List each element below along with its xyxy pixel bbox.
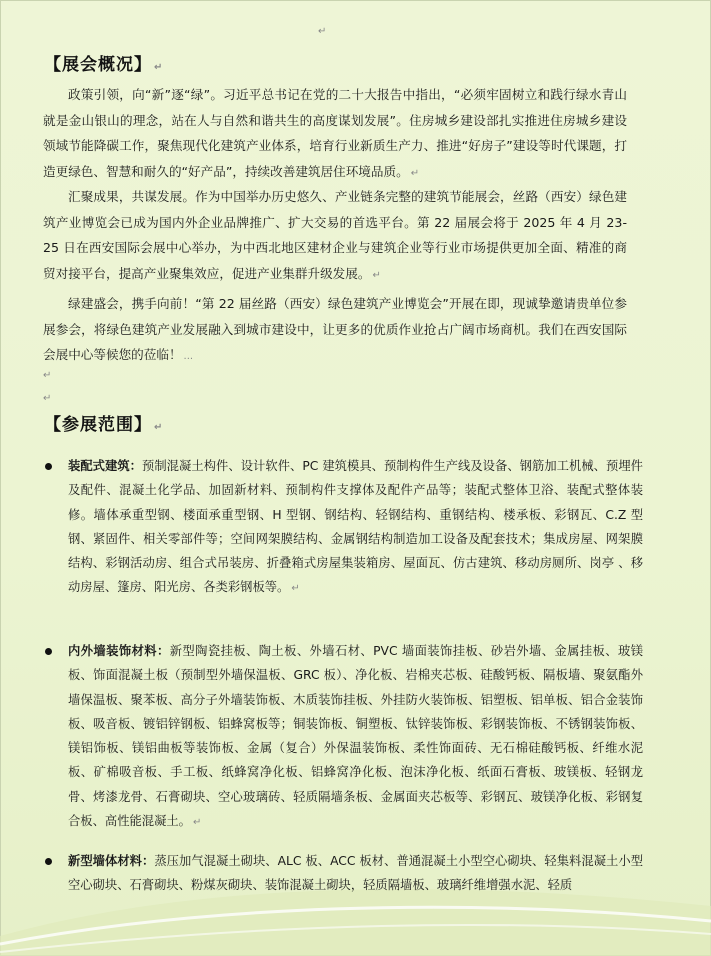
overview-paragraph-1: 政策引领，向“新”逐“绿”。习近平总书记在党的二十大报告中指出，“必须牢固树立和践行绿水青山就是金山银山的理念，站在人与自然和谐共生的高度谋划发展”。住房城乡建设部扎实推进住房城乡建设领域节能降碳工作，聚焦现代化建筑产业体系，培育行业新质生产力、推进“好房子”建设等时代课题，打造更绿色、智慧和耐久的“好产品”，持续改善建筑居住环境品质。 ↵ bbox=[43, 87, 627, 179]
overview-paragraph-3: 绿建盛会，携手向前！“第 22 届丝路（西安）绿色建筑产业博览会”开展在即，现诚挚邀请贵单位参展参会，将绿色建筑产业发展融入到城市建设中，让更多的优质作业抢占广阔市场商机。我们在西安国际会展中心等候您的莅临！ ... bbox=[43, 296, 627, 362]
section-title-overview: 【展会概况】 ↵ bbox=[44, 55, 164, 75]
scope-item-label: 新型墙体材料： bbox=[68, 854, 155, 868]
section-title-scope: 【参展范围】 ↵ bbox=[44, 415, 164, 435]
scope-item-text: 新型陶瓷挂板、陶土板、外墙石材、PVC 墙面装饰挂板、砂岩外墙、金属挂板、玻镁板、饰面混凝土板（预制型外墙保温板、GRC 板）、净化板、岩棉夹芯板、硅酸钙板、隔板墙、聚氨酯外墙保温板、聚苯板、高分子外墙装饰板、木质装饰挂板、外挂防火装饰板、铝塑板、铝单板、铝合金装饰板、吸音板、镀铝锌钢板、铝蜂窝板等；铜装饰板、铜塑板、钛锌装饰板、彩钢装饰板、不锈钢装饰板、镁铝饰板、镁铝曲板等装饰板、金属（复合）外保温装饰板、柔性饰面砖、无石棉硅酸钙板、纤维水泥板、矿棉吸音板、手工板、纸蜂窝净化板、铝蜂窝净化板、泡沫净化板、纸面石膏板、玻镁板、轻钢龙骨、烤漆龙骨、石膏砌块、空心玻璃砖、轻质隔墙条板、金属面夹芯板等、彩钢瓦、玻镁净化板、彩钢复合板、高性能混凝土。 bbox=[68, 644, 643, 829]
bullet-icon bbox=[45, 463, 52, 470]
scope-item-wall-decoration: 内外墙装饰材料：新型陶瓷挂板、陶土板、外墙石材、PVC 墙面装饰挂板、砂岩外墙、金属挂板、玻镁板、饰面混凝土板（预制型外墙保温板、GRC 板）、净化板、岩棉夹芯板、硅酸钙板、隔板墙、聚氨酯外墙保温板、聚苯板、高分子外墙装饰板、木质装饰挂板、外挂防火装饰板、铝塑板、铝单板、铝合金装饰板、吸音板、镀铝锌钢板、铝蜂窝板等；铜装饰板、铜塑板、钛锌装饰板、彩钢装饰板、不锈钢装饰板、镁铝饰板、镁铝曲板等装饰板、金属（复合）外保温装饰板、柔性饰面砖、无石棉硅酸钙板、纤维水泥板、矿棉吸音板、手工板、纸蜂窝净化板、铝蜂窝净化板、泡沫净化板、纸面石膏板、玻镁板、轻钢龙骨、烤漆龙骨、石膏砌块、空心玻璃砖、轻质隔墙条板、金属面夹芯板等、彩钢瓦、玻镁净化板、彩钢复合板、高性能混凝土。 ↵ bbox=[45, 639, 645, 835]
scope-item-label: 内外墙装饰材料： bbox=[68, 644, 170, 658]
scope-item-text: 预制混凝土构件、设计软件、PC 建筑模具、预制构件生产线及设备、钢筋加工机械、预埋件及配件、混凝土化学品、加固新材料、预制构件支撑体及配件产品等；装配式整体卫浴、装配式整体装修。墙体承重型钢、楼面承重型钢、H 型钢、钢结构、轻钢结构、重钢结构、楼承板、彩钢瓦、C.Z 型钢、紧固件、相关零部件等；空间网架膜结构、金属钢结构制造加工设备及配套技术；集成房屋、网架膜结构、彩钢活动房、组合式吊装房、折叠箱式房屋集装箱房、屋面瓦、仿古建筑、移动房厕所、岗亭 、移动房屋、篷房、阳光房、各类彩钢板等。 bbox=[68, 459, 643, 595]
overview-paragraph-2: 汇聚成果，共谋发展。作为中国举办历史悠久、产业链条完整的建筑节能展会，丝路（西安）绿色建筑产业博览会已成为国内外企业品牌推广、扩大交易的首选平台。第 22 届展会将于 2025 年 4 月 23-25 日在西安国际会展中心举办，为中西北地区建材企业与建筑企业等行业市场提供更加全面、精准的商贸对接平台，提高产业聚集效应，促进产业集群升级发展。 ↵ bbox=[43, 189, 627, 281]
scope-item-text: 蒸压加气混凝土砌块、ALC 板、ACC 板材、普通混凝土小型空心砌块、轻集料混凝土小型空心砌块、石膏砌块、粉煤灰砌块、装饰混凝土砌块，轻质隔墙板、玻璃纤维增强水泥、轻质 bbox=[68, 854, 643, 893]
bullet-icon bbox=[45, 648, 52, 655]
return-mark: ↵ bbox=[318, 26, 327, 37]
scope-item-wall-materials bbox=[45, 849, 645, 898]
scope-item-label: 装配式建筑： bbox=[68, 459, 143, 473]
bullet-icon bbox=[45, 858, 52, 865]
scope-item-prefab-building: 装配式建筑：预制混凝土构件、设计软件、PC 建筑模具、预制构件生产线及设备、钢筋加工机械、预埋件及配件、混凝土化学品、加固新材料、预制构件支撑体及配件产品等；装配式整体卫浴、装配式整体装修。墙体承重型钢、楼面承重型钢、H 型钢、钢结构、轻钢结构、重钢结构、楼承板、彩钢瓦、C.Z 型钢、紧固件、相关零部件等；空间网架膜结构、金属钢结构制造加工设备及配套技术；集成房屋、网架膜结构、彩钢活动房、组合式吊装房、折叠箱式房屋集装箱房、屋面瓦、仿古建筑、移动房厕所、岗亭 、移动房屋、篷房、阳光房、各类彩钢板等。 ↵ bbox=[45, 454, 645, 602]
return-mark: ↵ bbox=[43, 393, 52, 404]
return-mark: ↵ bbox=[43, 370, 52, 381]
